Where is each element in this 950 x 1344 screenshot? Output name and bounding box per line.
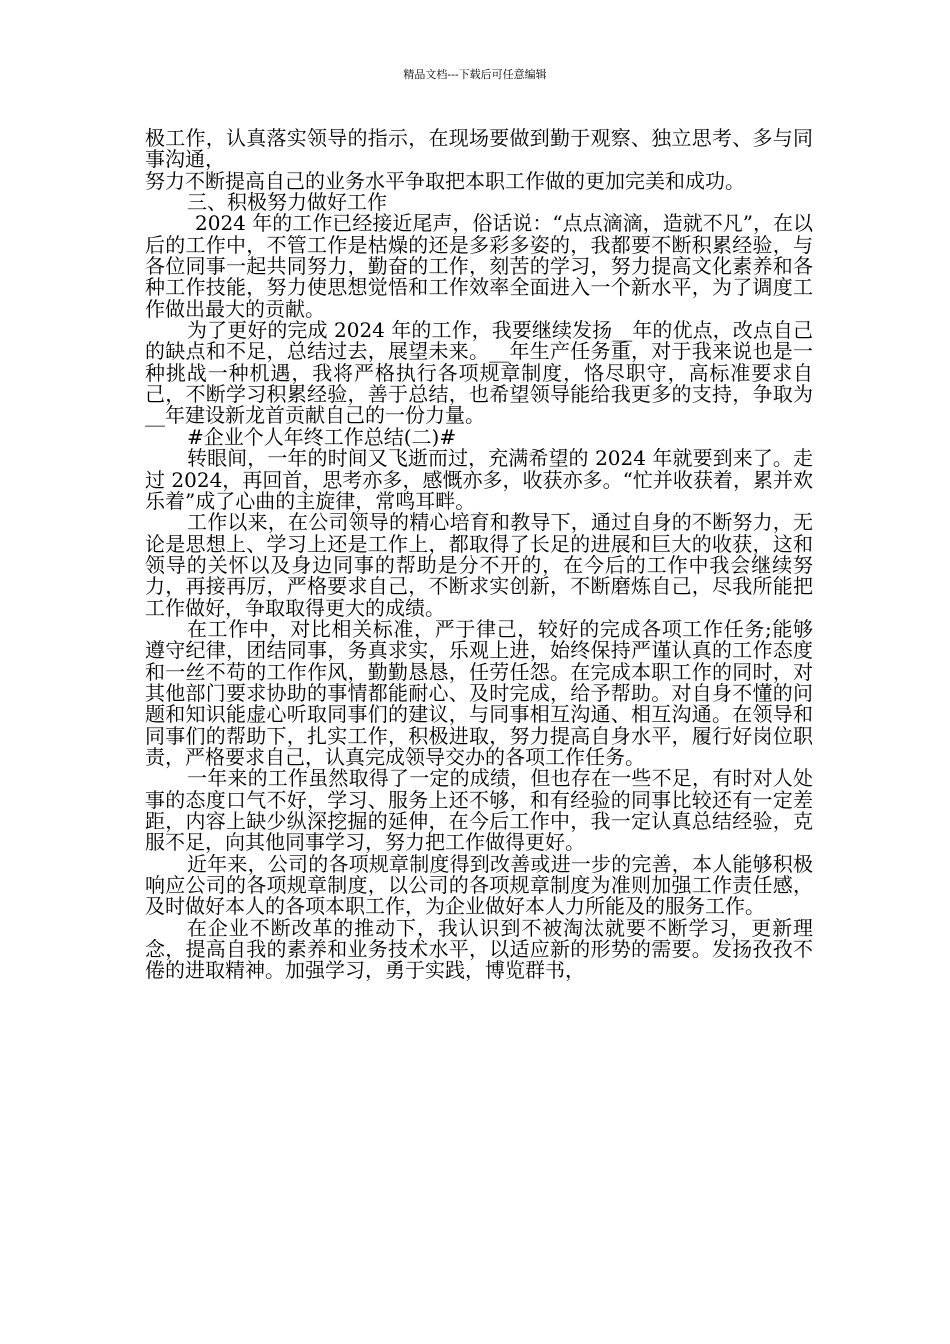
paragraph: 工作以来，在公司领导的精心培育和教导下，通过自身的不断努力，无论是思想上、学习上还是工作上，都取得了长足的进展和巨大的收获，这和领导的关怀以及身边同事的帮助是分不开的，在今后的工作中我会继续努力，再接再厉，严格要求自己，不断求实创新，不断磨炼自己，尽我所能把工作做好，争取取得更大的成绩。 bbox=[145, 510, 813, 620]
paragraph: 转眼间，一年的时间又飞逝而过，充满希望的 2024 年就要到来了。走过 2024，再回首，思考亦多，感慨亦多，收获亦多。“忙并收获着，累并欢乐着”成了心曲的主旋律，常鸣耳畔。 bbox=[145, 446, 813, 513]
section-heading: 三、积极努力做好工作 bbox=[187, 190, 387, 215]
paragraph: 为了更好的完成 2024 年的工作，我要继续发扬__年的优点，改点自己的缺点和不足，总结过去，展望未来。__年生产任务重，对于我来说也是一种挑战一种机遇，我将严格执行各项规章制度，恪尽职守，高标准要求自己，不断学习积累经验，善于总结，也希望领导能给我更多的支持，争取为__年建设新龙首贡献自己的一份力量。 bbox=[145, 318, 813, 428]
paragraph: 在企业不断改革的推动下，我认识到不被淘汰就要不断学习，更新理念，提高自我的素养和业务技术水平，以适应新的形势的需要。发扬孜孜不倦的进取精神。加强学习，勇于实践，博览群书， bbox=[145, 915, 813, 983]
paragraph: 2024 年的工作已经接近尾声，俗话说：“点点滴滴，造就不凡”，在以后的工作中，不管工作是枯燥的还是多彩多姿的，我都要不断积累经验，与各位同事一起共同努力，勤奋的工作，刻苦的学习，努力提高文化素养和各种工作技能，努力使思想觉悟和工作效率全面进入一个新水平，为了调度工作做出最大的贡献。 bbox=[145, 211, 813, 321]
paragraph: 一年来的工作虽然取得了一定的成绩，但也存在一些不足，有时对人处事的态度口气不好，学习、服务上还不够，和有经验的同事比较还有一定差距，内容上缺少纵深挖掘的延伸，在今后工作中，我一定认真总结经验，克服不足，向其他同事学习，努力把工作做得更好。 bbox=[145, 766, 813, 855]
document-body bbox=[145, 128, 813, 982]
paragraph: 极工作，认真落实领导的指示，在现场要做到勤于观察、独立思考、多与同事沟通， bbox=[145, 126, 813, 172]
page-header: 精品文档---下载后可任意编辑 bbox=[403, 68, 547, 81]
paragraph: 近年来，公司的各项规章制度得到改善或进一步的完善，本人能够积极响应公司的各项规章制度，以公司的各项规章制度为准则加强工作责任感，及时做好本人的各项本职工作，为企业做好本人力所能及的服务工作。 bbox=[145, 851, 813, 919]
paragraph: 努力不断提高自己的业务水平争取把本职工作做的更加完美和成功。 bbox=[145, 168, 745, 193]
paragraph: 在工作中，对比相关标准，严于律己，较好的完成各项工作任务;能够遵守纪律，团结同事，务真求实，乐观上进，始终保持严谨认真的工作态度和一丝不苟的工作作风，勤勤恳恳，任劳任怨。在完成本职工作的同时，对其他部门要求协助的事情都能耐心、及时完成，给予帮助。对自身不懂的问题和知识能虚心听取同事们的建议，与同事相互沟通、相互沟通。在领导和同事们的帮助下，扎实工作，积极进取，努力提高自身水平，履行好岗位职责，严格要求自己，认真完成领导交办的各项工作任务。 bbox=[145, 616, 813, 769]
section-heading: #企业个人年终工作总结(二)# bbox=[187, 424, 457, 449]
